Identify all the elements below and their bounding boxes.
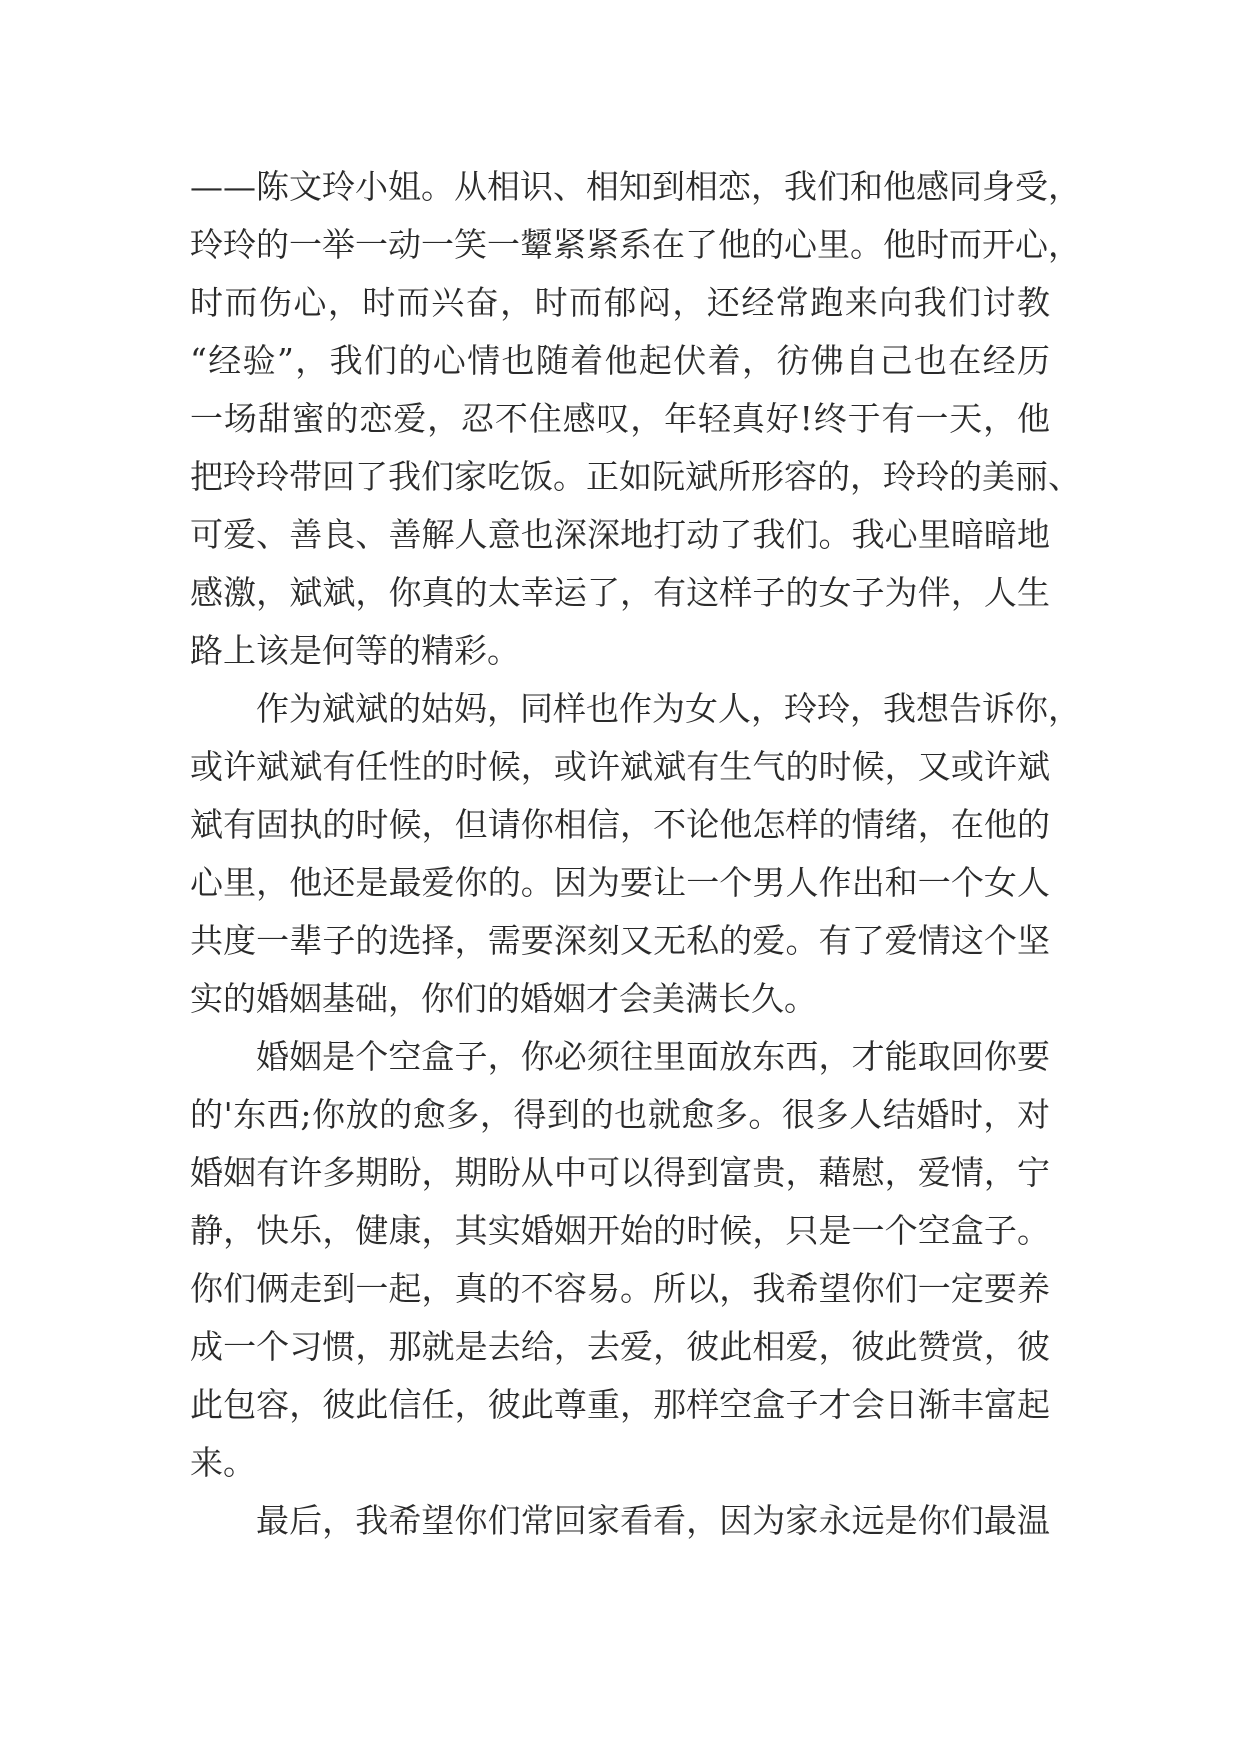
text-line: 一场甜蜜的恋爱，忍不住感叹，年轻真好!终于有一天，他 (190, 399, 1050, 438)
text-line: 婚姻是个空盒子，你必须往里面放东西，才能取回你要 (256, 1037, 1050, 1076)
paragraph (190, 1028, 1050, 1492)
text-line: 时而伤心，时而兴奋，时而郁闷，还经常跑来向我们讨教 (190, 283, 1050, 322)
text-line: “经验”，我们的心情也随着他起伏着，彷佛自己也在经历 (190, 341, 1050, 380)
text-line: 作为斌斌的姑妈，同样也作为女人，玲玲，我想告诉你， (256, 689, 1081, 728)
text-line: 共度一辈子的选择，需要深刻又无私的爱。有了爱情这个坚 (190, 921, 1050, 960)
text-line: 静，快乐，健康，其实婚姻开始的时候，只是一个空盒子。 (190, 1211, 1050, 1250)
text-line: 心里，他还是最爱你的。因为要让一个男人作出和一个女人 (190, 863, 1050, 902)
paragraph (190, 680, 1081, 1028)
text-line: 路上该是何等的精彩。 (190, 631, 520, 670)
paragraph (190, 158, 1081, 680)
text-line: 实的婚姻基础，你们的婚姻才会美满长久。 (190, 979, 817, 1018)
text-line: 你们俩走到一起，真的不容易。所以，我希望你们一定要养 (190, 1269, 1050, 1308)
text-line: 感激，斌斌，你真的太幸运了，有这样子的女子为伴，人生 (190, 573, 1050, 612)
text-line: 婚姻有许多期盼，期盼从中可以得到富贵，藉慰，爱情，宁 (190, 1153, 1050, 1192)
paragraph (190, 1492, 1050, 1550)
text-line: 斌有固执的时候，但请你相信，不论他怎样的情绪，在他的 (190, 805, 1050, 844)
text-line: 最后，我希望你们常回家看看，因为家永远是你们最温 (256, 1501, 1050, 1540)
text-line: 来。 (190, 1443, 256, 1482)
text-line: 把玲玲带回了我们家吃饭。正如阮斌所形容的，玲玲的美丽、 (190, 457, 1081, 496)
text-line: 成一个习惯，那就是去给，去爱，彼此相爱，彼此赞赏，彼 (190, 1327, 1050, 1366)
text-line: 此包容，彼此信任，彼此尊重，那样空盒子才会日渐丰富起 (190, 1385, 1050, 1424)
document-body (190, 158, 1081, 1550)
text-line: 或许斌斌有任性的时候，或许斌斌有生气的时候，又或许斌 (190, 747, 1050, 786)
text-line: ——陈文玲小姐。从相识、相知到相恋，我们和他感同身受， (190, 167, 1081, 206)
text-line: 可爱、善良、善解人意也深深地打动了我们。我心里暗暗地 (190, 515, 1050, 554)
text-line: 玲玲的一举一动一笑一颦紧紧系在了他的心里。他时而开心， (190, 225, 1081, 264)
text-line: 的'东西;你放的愈多，得到的也就愈多。很多人结婚时，对 (190, 1095, 1050, 1134)
